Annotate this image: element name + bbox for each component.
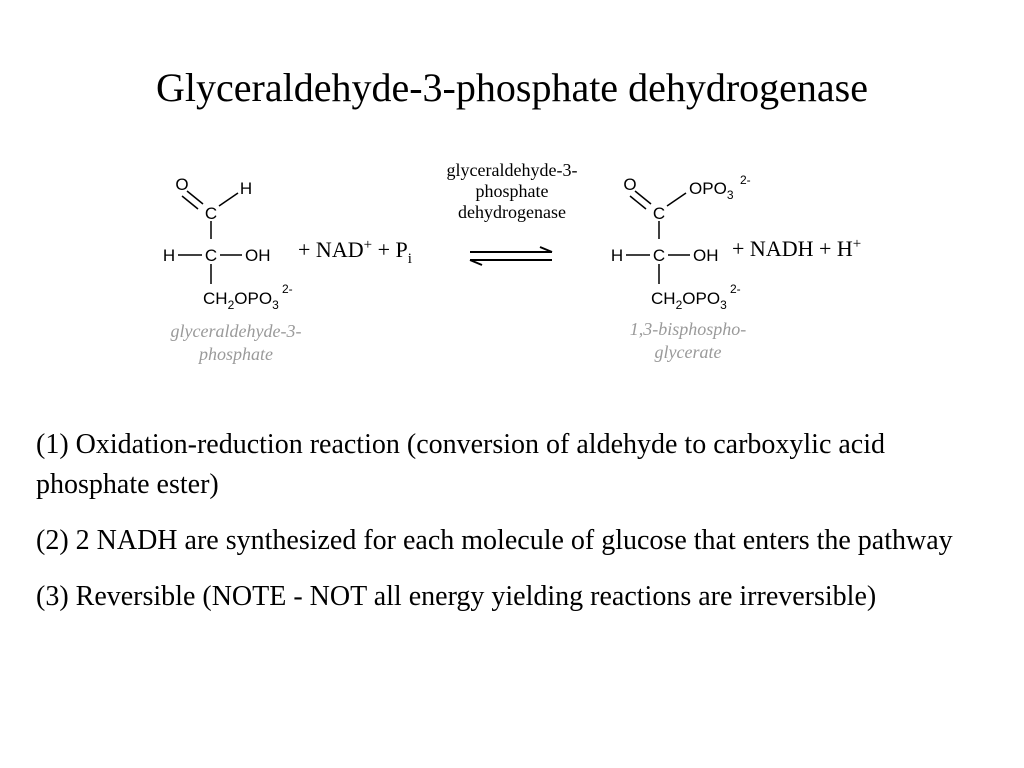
enzyme-line1: glyceraldehyde-3- (446, 160, 578, 180)
reactant-hydroxyl: OH (245, 246, 271, 265)
reactant-structure (163, 175, 302, 364)
enzyme-line2: phosphate (475, 181, 549, 201)
product-phosphate-group: $CH_2OPO_3$ (651, 289, 727, 312)
enzyme-line3: dehydrogenase (458, 202, 566, 222)
reactant-charge: 2- (282, 282, 293, 296)
product-hydrogen-left: H (610, 246, 624, 265)
product-carbon-1: C (652, 204, 666, 223)
note-reversible: (3) Reversible (NOTE - NOT all energy yielding reactions are irreversible) (36, 581, 877, 612)
enzyme-label (447, 160, 578, 222)
product-hydroxyl: OH (693, 246, 719, 265)
product-name-line2: glycerate (654, 342, 722, 362)
product-structure (611, 173, 751, 362)
product-carbon-2: C (652, 246, 666, 265)
product-phosphate-top: $OPO_3$ (689, 179, 734, 202)
reactant-name-line1: glyceraldehyde-3- (170, 321, 302, 341)
reactant-hydrogen-left: H (162, 246, 176, 265)
product-name-line1: 1,3-bisphospho- (629, 319, 747, 339)
reaction-diagram (0, 150, 1024, 390)
cosubstrates: + $NAD^+ + P_i$ (298, 237, 412, 267)
note-nadh-synthesis: (2) 2 NADH are synthesized for each molecule of glucose that enters the pathway (36, 525, 953, 556)
reactant-oxygen: O (175, 175, 189, 194)
reactant-carbon-1: C (204, 204, 218, 223)
reactant-name-line2: phosphate (199, 344, 273, 364)
equilibrium-arrows (470, 247, 552, 265)
coproducts: + NADH + H+ (732, 236, 862, 261)
reactant-phosphate-group: $CH_2OPO_3$ (203, 289, 279, 312)
product-charge-bottom: 2- (730, 282, 741, 296)
note-oxidation-reduction: (1) Oxidation-reduction reaction (conversion of aldehyde to carboxylic acid phosphate ester) (36, 429, 886, 500)
reactant-carbon-2: C (204, 246, 218, 265)
product-charge-top: 2- (740, 173, 751, 187)
product-oxygen: O (623, 175, 637, 194)
reactant-hydrogen-top: H (239, 179, 253, 198)
notes-list (36, 425, 976, 633)
slide-title: Glyceraldehyde-3-phosphate dehydrogenase (156, 65, 868, 110)
